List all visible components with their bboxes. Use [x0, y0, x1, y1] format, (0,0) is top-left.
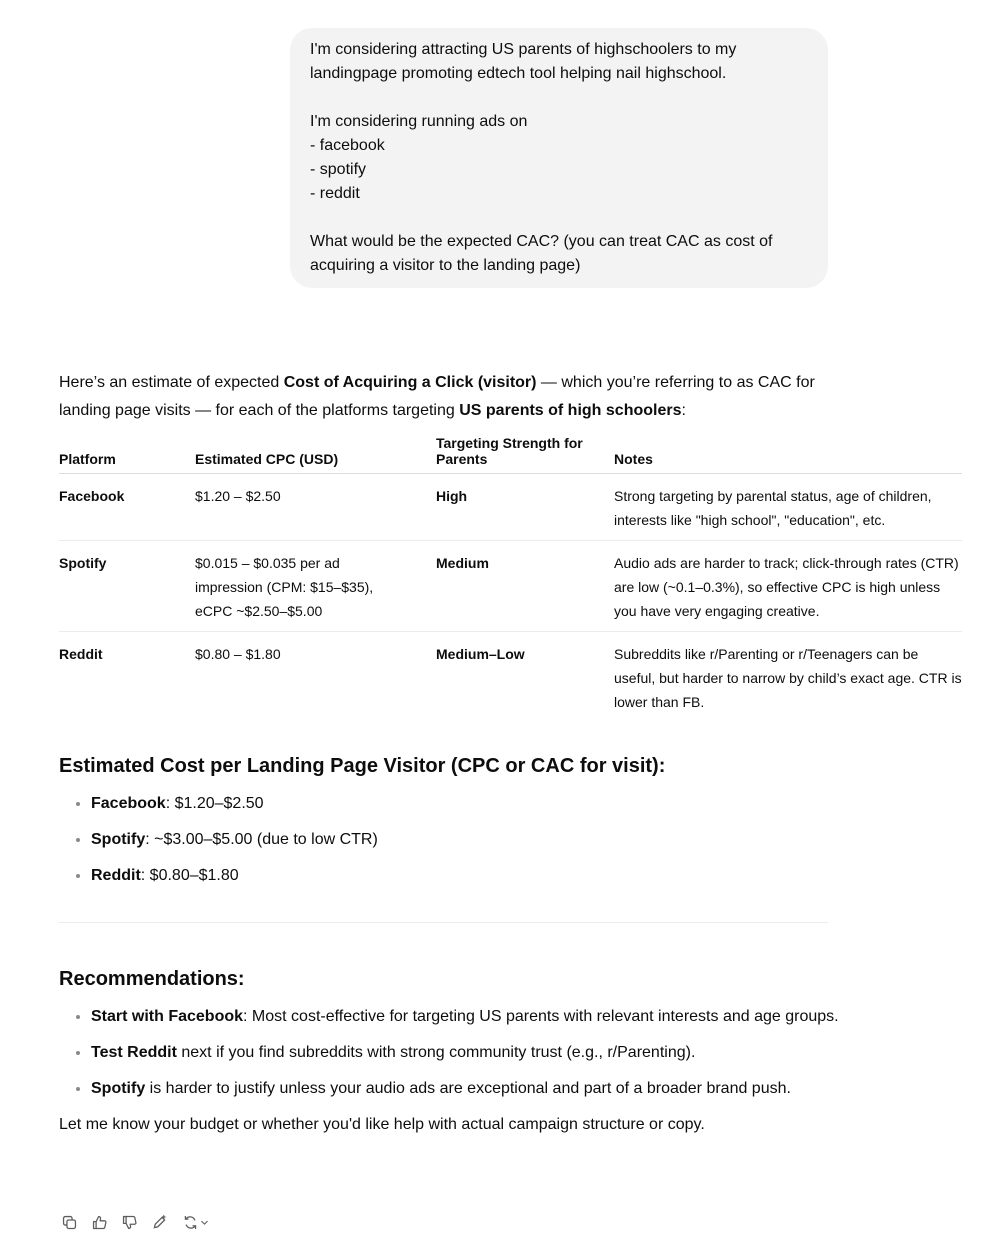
cell-notes: Strong targeting by parental status, age of children, interests like "high school", "education", etc.	[614, 474, 962, 541]
thumbs-up-icon	[91, 1214, 108, 1231]
estimate-value: : $0.80–$1.80	[140, 867, 239, 884]
thumbs-up-button[interactable]	[89, 1212, 109, 1232]
recommendation-text: : Most cost-effective for targeting US parents with relevant interests and age groups.	[243, 1008, 839, 1025]
list-item	[91, 1003, 851, 1031]
table-header-row	[59, 435, 962, 474]
table-row	[59, 474, 962, 541]
user-message-line: - facebook	[310, 137, 385, 154]
header-strength: Targeting Strength for Parents	[436, 435, 614, 474]
copy-icon	[61, 1214, 78, 1231]
intro-text: — which you’re referring to as CAC for landing page visits — for each of the platforms targeting	[59, 374, 815, 419]
recommendation-text: next if you find subreddits with strong community trust (e.g., r/Parenting).	[176, 1044, 696, 1061]
outro-paragraph: Let me know your budget or whether you'd like help with actual campaign structure or copy.	[59, 1116, 705, 1133]
user-message-line: I'm considering attracting US parents of highschoolers to my landingpage promoting edtech tool helping nail highschool.	[310, 41, 737, 82]
assistant-message	[59, 369, 969, 1139]
thumbs-down-button[interactable]	[119, 1212, 139, 1232]
estimate-name: Facebook	[91, 795, 166, 812]
recommendation-text: is harder to justify unless your audio ads are exceptional and part of a broader brand push.	[145, 1080, 791, 1097]
cell-notes: Audio ads are harder to track; click-through rates (CTR) are low (~0.1–0.3%), so effective CPC is high unless you have very engaging creative.	[614, 541, 962, 632]
regenerate-icon	[182, 1214, 199, 1231]
copy-button[interactable]	[59, 1212, 79, 1232]
cell-cpc: $1.20 – $2.50	[195, 474, 436, 541]
divider	[59, 922, 828, 923]
edit-icon	[151, 1214, 168, 1231]
recommendation-bold: Start with Facebook	[91, 1008, 244, 1025]
cell-platform: Reddit	[59, 646, 103, 662]
cell-strength: Medium	[436, 541, 614, 632]
cell-strength: Medium–Low	[436, 646, 525, 662]
user-message-line: - reddit	[310, 185, 360, 202]
message-actions	[59, 1212, 213, 1232]
estimate-value: : ~$3.00–$5.00 (due to low CTR)	[145, 831, 378, 848]
table-row	[59, 541, 962, 632]
edit-button[interactable]	[149, 1212, 169, 1232]
intro-bold: US parents of high schoolers	[459, 402, 682, 419]
cell-cpc: $0.80 – $1.80	[195, 646, 281, 662]
recommendations-list	[59, 1003, 851, 1103]
user-message-line: - spotify	[310, 161, 367, 178]
table-row	[59, 632, 962, 723]
header-platform: Platform	[59, 435, 195, 474]
recommendation-bold: Test Reddit	[91, 1044, 177, 1061]
intro-text: Here’s an estimate of expected	[59, 374, 284, 391]
list-item	[91, 826, 969, 854]
intro-bold: Cost of Acquiring a Click (visitor)	[283, 374, 537, 391]
cpc-table	[59, 435, 962, 722]
cell-cpc: $0.015 – $0.035 per ad impression (CPM: $15–$35), eCPC ~$2.50–$5.00	[195, 541, 436, 632]
user-message-bubble	[290, 28, 828, 288]
list-item	[91, 862, 969, 890]
cell-notes: Subreddits like r/Parenting or r/Teenagers can be useful, but harder to narrow by child’s exact age. CTR is lower than FB.	[614, 646, 962, 710]
recommendations-heading: Recommendations:	[59, 968, 245, 990]
list-item	[91, 790, 969, 818]
estimate-name: Spotify	[91, 831, 146, 848]
regenerate-button[interactable]	[179, 1212, 213, 1232]
estimate-list	[59, 790, 969, 890]
estimate-name: Reddit	[91, 867, 141, 884]
cell-platform: Facebook	[59, 474, 195, 541]
recommendation-bold: Spotify	[91, 1080, 146, 1097]
thumbs-down-icon	[121, 1214, 138, 1231]
intro-text: :	[681, 402, 686, 419]
estimate-value: : $1.20–$2.50	[165, 795, 264, 812]
chevron-down-icon	[199, 1217, 210, 1228]
header-notes: Notes	[614, 435, 962, 474]
intro-paragraph	[59, 369, 839, 425]
cell-strength: High	[436, 474, 614, 541]
list-item	[91, 1039, 851, 1067]
user-message-line: I'm considering running ads on	[310, 113, 528, 130]
header-cpc: Estimated CPC (USD)	[195, 435, 436, 474]
list-item	[91, 1075, 851, 1103]
user-message-line: What would be the expected CAC? (you can treat CAC as cost of acquiring a visitor to the landing page)	[310, 233, 773, 274]
cell-platform: Spotify	[59, 541, 195, 632]
estimate-heading: Estimated Cost per Landing Page Visitor (CPC or CAC for visit):	[59, 755, 666, 777]
